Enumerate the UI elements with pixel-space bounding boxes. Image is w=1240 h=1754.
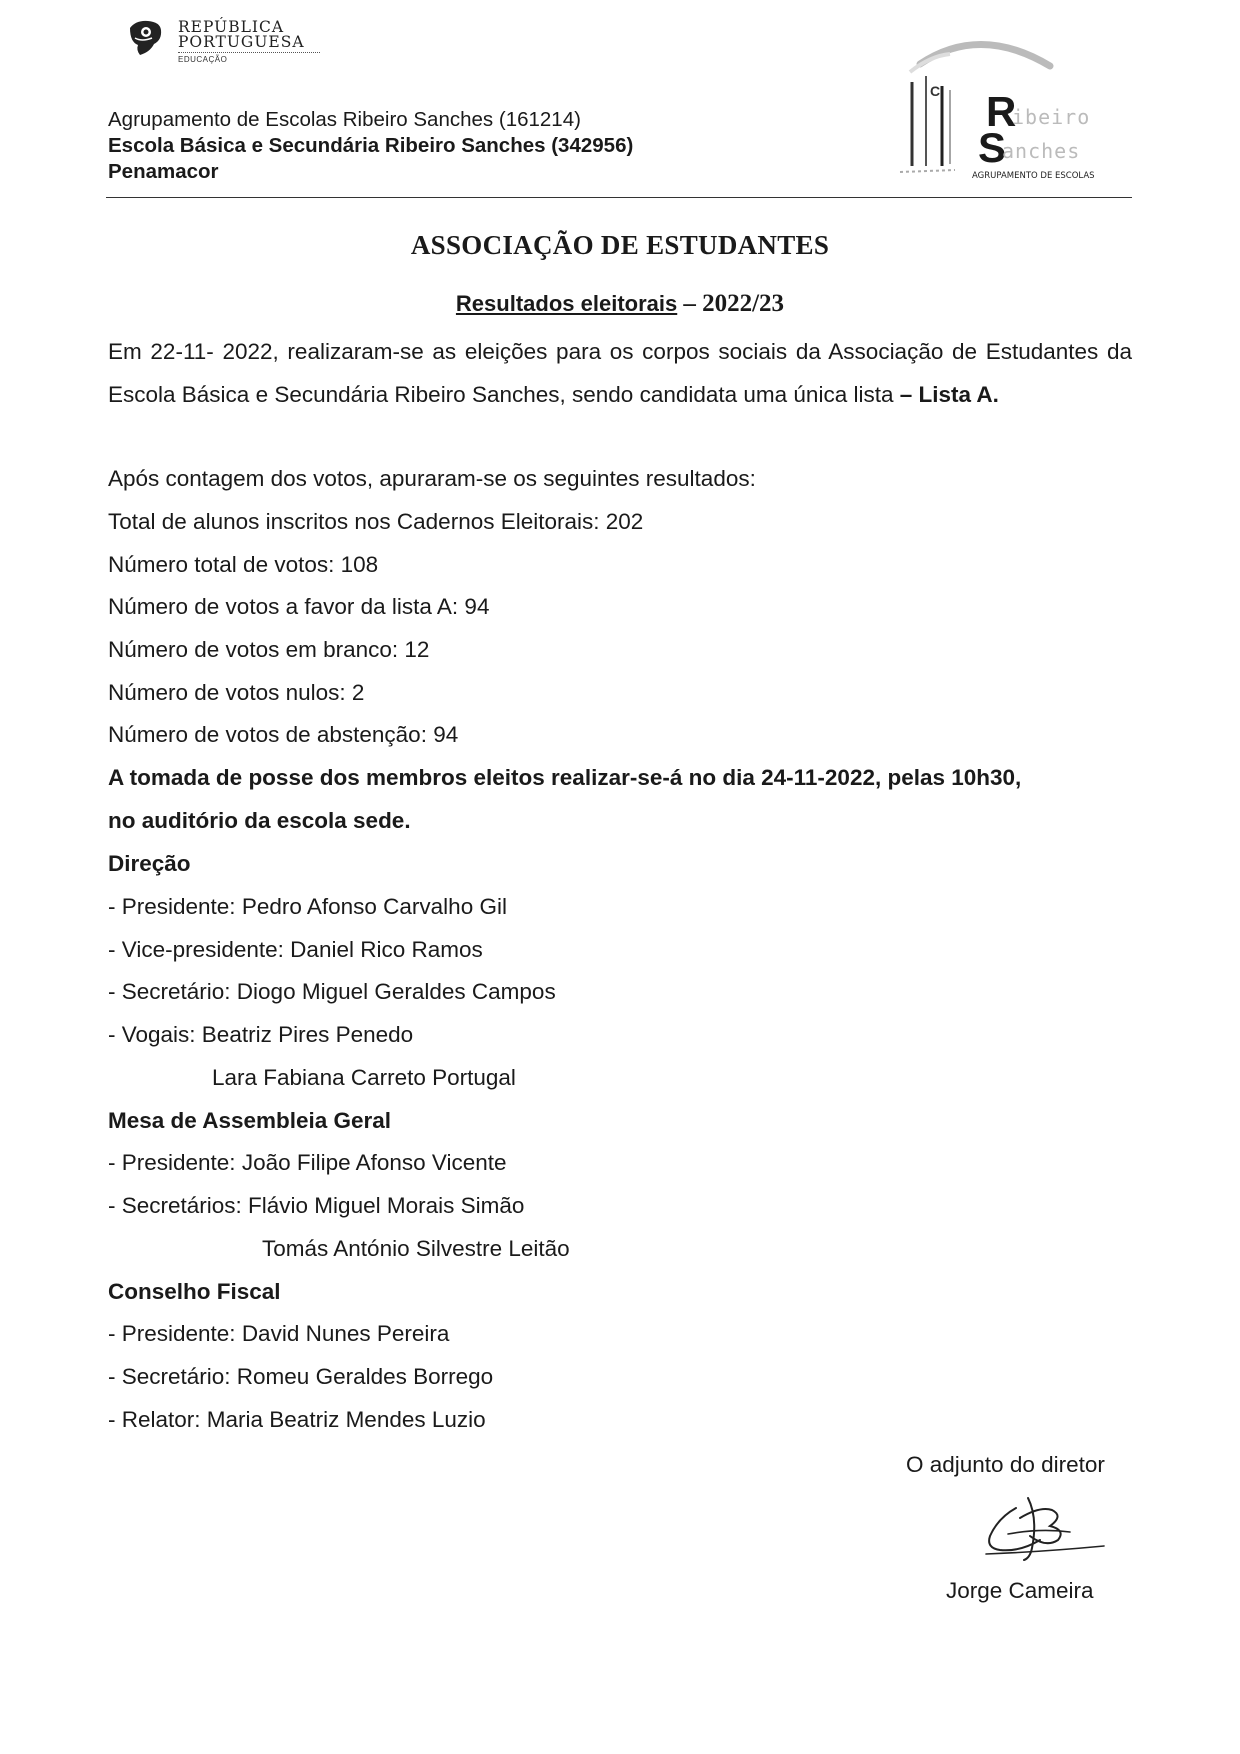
stat-abstention: Número de votos de abstenção: 94 xyxy=(108,722,459,747)
republic-emblem-icon xyxy=(126,18,164,58)
svg-text:R: R xyxy=(986,88,1017,135)
inauguration-line1: A tomada de posse dos membros eleitos realizar-se-á no dia 24-11-2022, pelas 10h30, xyxy=(108,765,1022,790)
school-logo xyxy=(880,26,1120,186)
direcao-vogais: - Vogais: Beatriz Pires Penedo xyxy=(108,1022,414,1047)
mesa-secretaries: - Secretários: Flávio Miguel Morais Simão xyxy=(108,1193,525,1218)
svg-text:C: C xyxy=(930,83,941,99)
intro-text: Em 22-11- 2022, realizaram-se as eleições para os corpos sociais da Associação de Estudantes da Escola Básica e Secundária Ribeiro Sanches, sendo candidata uma única lista xyxy=(108,339,1132,407)
handwritten-signature xyxy=(980,1488,1110,1568)
conselho-secretary: - Secretário: Romeu Geraldes Borrego xyxy=(108,1364,494,1389)
results-label: Resultados eleitorais xyxy=(455,291,678,316)
mesa-heading: Mesa de Assembleia Geral xyxy=(108,1108,392,1133)
conselho-president: - Presidente: David Nunes Pereira xyxy=(108,1321,450,1346)
mesa-secretaries-2: Tomás António Silvestre Leitão xyxy=(262,1236,570,1261)
stat-registered: Total de alunos inscritos nos Cadernos Eleitorais: 202 xyxy=(108,509,644,534)
header-divider xyxy=(106,197,1132,198)
document-title: ASSOCIAÇÃO DE ESTUDANTES xyxy=(410,230,830,260)
results-heading xyxy=(0,290,1240,318)
signature-role: O adjunto do diretor xyxy=(906,1452,1105,1477)
stat-null-votes: Número de votos nulos: 2 xyxy=(108,680,365,705)
conselho-relator: - Relator: Maria Beatriz Mendes Luzio xyxy=(108,1407,486,1432)
results-year: – 2022/23 xyxy=(683,290,785,317)
school-town: Penamacor xyxy=(108,160,219,183)
gov-divider xyxy=(178,52,320,53)
gov-ministry: EDUCAÇÃO xyxy=(178,55,228,64)
logo-caption: AGRUPAMENTO DE ESCOLAS xyxy=(972,171,1095,181)
school-name: Escola Básica e Secundária Ribeiro Sanches (342956) xyxy=(108,134,634,157)
direcao-vogais-2: Lara Fabiana Carreto Portugal xyxy=(212,1065,516,1090)
intro-paragraph xyxy=(108,330,1132,416)
after-count-text: Após contagem dos votos, apuraram-se os seguintes resultados: xyxy=(108,466,756,491)
svg-text:S: S xyxy=(978,124,1007,171)
inauguration-line2: no auditório da escola sede. xyxy=(108,808,411,833)
conselho-heading: Conselho Fiscal xyxy=(108,1279,281,1304)
logo-r-rest: ibeiro xyxy=(1012,105,1091,129)
signature-name: Jorge Cameira xyxy=(946,1578,1094,1603)
stat-votes-list-a: Número de votos a favor da lista A: 94 xyxy=(108,594,490,619)
logo-s-rest: anches xyxy=(1002,139,1081,163)
government-logo xyxy=(126,18,326,72)
intro-list-name: – Lista A. xyxy=(899,382,999,407)
direcao-heading: Direção xyxy=(108,851,191,876)
direcao-president: - Presidente: Pedro Afonso Carvalho Gil xyxy=(108,894,507,919)
direcao-secretary: - Secretário: Diogo Miguel Geraldes Campos xyxy=(108,979,556,1004)
stat-blank-votes: Número de votos em branco: 12 xyxy=(108,637,430,662)
gov-name-line2: PORTUGUESA xyxy=(178,33,305,51)
direcao-vice-president: - Vice-presidente: Daniel Rico Ramos xyxy=(108,937,483,962)
mesa-president: - Presidente: João Filipe Afonso Vicente xyxy=(108,1150,507,1175)
gov-name-line1: REPÚBLICA xyxy=(178,18,285,36)
stat-total-votes: Número total de votos: 108 xyxy=(108,552,379,577)
school-group-name: Agrupamento de Escolas Ribeiro Sanches (161214) xyxy=(108,108,581,131)
